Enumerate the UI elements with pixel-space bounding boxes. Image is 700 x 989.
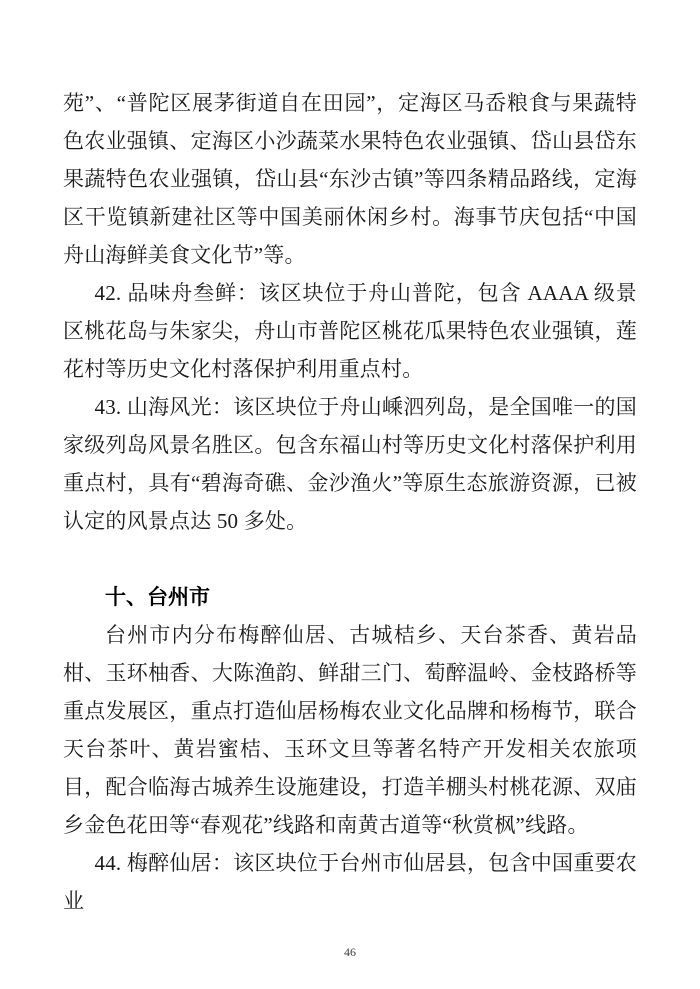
paragraph-item-42: 42. 品味舟叁鲜：该区块位于舟山普陀，包含 AAAA 级景区桃花岛与朱家尖，舟山市普陀区桃花瓜果特色农业强镇，莲花村等历史文化村落保护利用重点村。 [63, 281, 637, 381]
section-heading-taizhou: 十、台州市 [105, 585, 210, 609]
paragraph-item-44: 44. 梅醉仙居：该区块位于台州市仙居县，包含中国重要农业 [63, 851, 637, 913]
page-number: 46 [344, 945, 356, 959]
paragraph-continuation: 苑”、“普陀区展茅街道自在田园”，定海区马岙粮食与果蔬特色农业强镇、定海区小沙蔬菜水果特色农业强镇、岱山县岱东果蔬特色农业强镇，岱山县“东沙古镇”等四条精品路线，定海区干览镇新建社区等中国美丽休闲乡村。海事节庆包括“中国舟山海鲜美食文化节”等。 [63, 91, 637, 267]
paragraph-taizhou-overview: 台州市内分布梅醉仙居、古城桔乡、天台茶香、黄岩品柑、玉环柚香、大陈渔韵、鲜甜三门、萄醉温岭、金枝路桥等重点发展区，重点打造仙居杨梅农业文化品牌和杨梅节，联合天台茶叶、黄岩蜜桔、玉环文旦等著名特产开发相关农旅项目，配合临海古城养生设施建设，打造羊棚头村桃花源、双庙乡金色花田等“春观花”线路和南黄古道等“秋赏枫”线路。 [63, 623, 637, 837]
document-body [63, 84, 637, 920]
paragraph-item-43: 43. 山海风光：该区块位于舟山嵊泗列岛，是全国唯一的国家级列岛风景名胜区。包含东福山村等历史文化村落保护利用重点村，具有“碧海奇礁、金沙渔火”等原生态旅游资源，已被认定的风景点达 50 多处。 [63, 395, 637, 533]
